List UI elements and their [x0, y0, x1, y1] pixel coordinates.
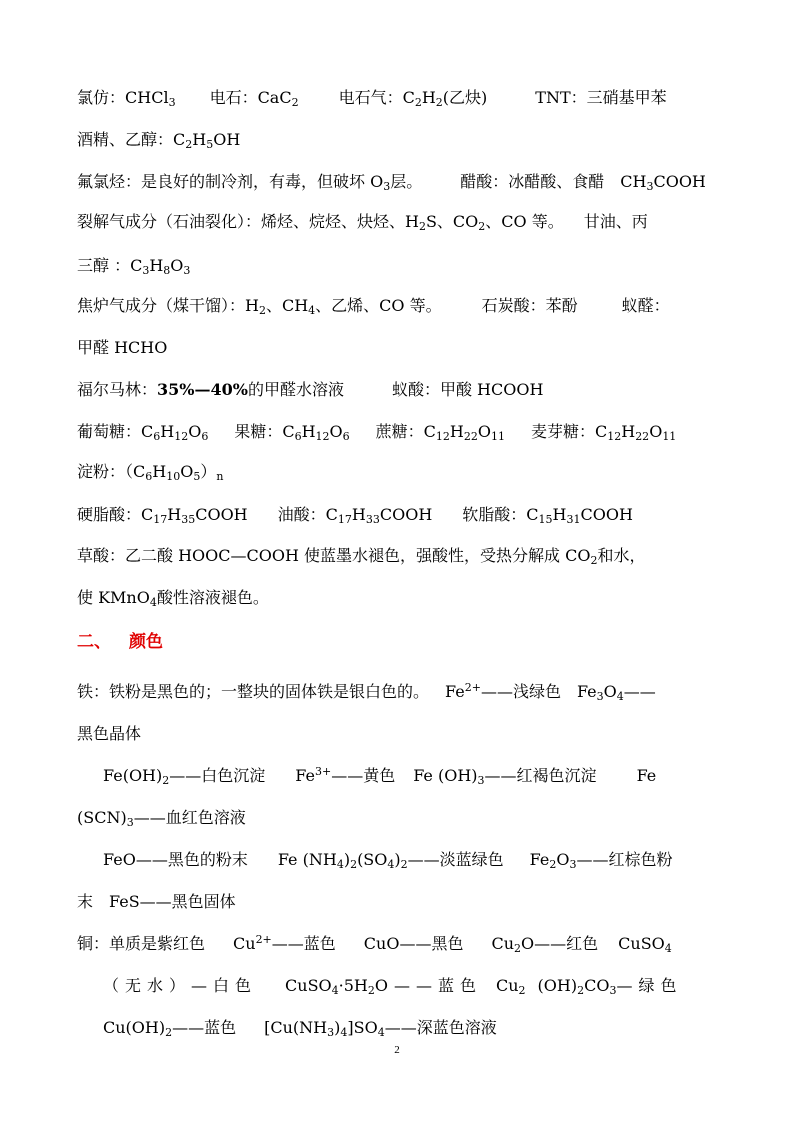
text: O — [649, 422, 663, 441]
text: (SCN) — [77, 808, 127, 827]
text: KMnO — [98, 588, 150, 607]
subscript: 2 — [162, 774, 170, 787]
subscript: 3 — [609, 984, 617, 997]
text: 蚁酸：甲酸 HCOOH — [391, 380, 544, 399]
subscript: 4 — [616, 690, 624, 703]
text: 油酸：C — [277, 505, 338, 524]
text: 蔗糖：C — [375, 422, 436, 441]
text: COOH — [379, 505, 433, 524]
subscript: n — [216, 470, 224, 483]
subscript: 10 — [166, 470, 181, 483]
text: COOH — [195, 505, 248, 524]
text: 层。 — [390, 172, 423, 191]
text: H — [149, 256, 164, 275]
text: ——白色沉淀 — [169, 766, 266, 785]
subscript: 22 — [635, 430, 650, 443]
subscript: 12 — [315, 430, 330, 443]
text: 氟氯烃：是良好的制冷剂，有毒，但破坏 O — [77, 172, 384, 191]
subscript: 31 — [566, 513, 581, 526]
text: O — [329, 422, 343, 441]
subscript: 3 — [168, 96, 176, 109]
text: O — [603, 682, 617, 701]
subscript: 3 — [646, 180, 654, 193]
text: 福尔马林： — [77, 380, 158, 399]
text: ) — [394, 850, 401, 869]
subscript: 4 — [308, 304, 316, 317]
subscript: 6 — [201, 430, 209, 443]
subscript: 4 — [387, 858, 395, 871]
line-copper-sulfate — [103, 976, 783, 996]
line-starch — [77, 462, 757, 482]
text: Cu — [491, 934, 515, 953]
subscript: 3 — [596, 690, 604, 703]
subscript: 2 — [350, 858, 358, 871]
subscript: 11 — [662, 430, 677, 443]
text: 、CH — [265, 296, 309, 315]
text: ——黄色 — [331, 766, 396, 785]
superscript: 2+ — [255, 933, 272, 946]
text: 酸性溶液褪色。 — [156, 588, 269, 607]
subscript: 2 — [165, 1026, 173, 1039]
subscript: 2 — [518, 984, 526, 997]
subscript: 3 — [327, 1026, 335, 1039]
text: 黑色晶体 — [77, 724, 142, 743]
text: ——红棕色粉 — [576, 850, 673, 869]
text: 麦芽糖：C — [530, 422, 608, 441]
text: Cu(OH) — [103, 1018, 166, 1037]
text: —绿色 — [616, 976, 683, 995]
line-copper — [77, 934, 757, 954]
text: O——红色 — [521, 934, 599, 953]
text: FeO——黑色的粉末 — [103, 850, 248, 869]
text: Fe (NH — [277, 850, 337, 869]
line-cracking-gas — [77, 212, 757, 232]
text: [Cu(NH — [264, 1018, 328, 1037]
text: H — [160, 422, 175, 441]
text: (乙炔) — [442, 88, 488, 107]
subscript: 12 — [607, 430, 622, 443]
text: H — [301, 422, 316, 441]
subscript: 4 — [336, 858, 344, 871]
subscript: 17 — [337, 513, 352, 526]
line-ethanol — [77, 130, 757, 150]
text: CO — [584, 976, 610, 995]
text: —— — [623, 682, 656, 701]
line-black-crystal — [77, 724, 757, 744]
text: H — [167, 505, 182, 524]
text: 使 — [77, 588, 99, 607]
subscript: 5 — [206, 138, 214, 151]
subscript: 4 — [149, 596, 157, 609]
subscript: 2 — [478, 220, 486, 233]
text: S、CO — [425, 212, 479, 231]
text: 软脂酸：C — [462, 505, 539, 524]
subscript: 2 — [400, 858, 408, 871]
text: H — [351, 505, 366, 524]
text: OH — [213, 130, 241, 149]
subscript: 2 — [367, 984, 375, 997]
subscript: 4 — [331, 984, 339, 997]
subscript: 2 — [577, 984, 585, 997]
subscript: 6 — [294, 430, 302, 443]
text: COOH — [653, 172, 706, 191]
text: Fe — [445, 682, 465, 701]
line-iron — [77, 682, 757, 702]
line-fatty-acids — [77, 505, 757, 525]
page-number: 2 — [394, 1044, 400, 1056]
subscript: 3 — [183, 264, 191, 277]
text: 裂解气成分（石油裂化）：烯烃、烷烃、炔烃、H — [77, 212, 419, 231]
text: FeS——黑色固体 — [109, 892, 236, 911]
text: 甲醛 HCHO — [77, 338, 168, 357]
text: CH — [620, 172, 647, 191]
text: (OH) — [537, 976, 578, 995]
text: Fe (OH) — [413, 766, 478, 785]
text: 三醇 ：C — [77, 256, 143, 275]
text: 、乙烯、CO 等。 — [315, 296, 442, 315]
subscript: 17 — [153, 513, 168, 526]
subscript: 6 — [145, 470, 153, 483]
text: Fe — [529, 850, 550, 869]
text: ——血红色溶液 — [133, 808, 246, 827]
text: 甘油、丙 — [583, 212, 648, 231]
text: O — [170, 256, 184, 275]
subscript: 4 — [377, 1026, 385, 1039]
subscript: 2 — [291, 96, 299, 109]
text: 酒精、乙醇：C — [77, 130, 186, 149]
text: Fe — [295, 766, 315, 785]
subscript: 4 — [340, 1026, 348, 1039]
subscript: 2 — [435, 96, 443, 109]
subscript: 12 — [174, 430, 189, 443]
text: 的甲醛水溶液 — [247, 380, 344, 399]
text: ·5H — [338, 976, 368, 995]
subscript: 8 — [163, 264, 171, 277]
line-thiocyanate — [77, 808, 757, 828]
text: Fe — [636, 766, 657, 785]
subscript: 3 — [477, 774, 485, 787]
text: O — [180, 462, 194, 481]
line-chloroform — [77, 88, 757, 108]
text: 蚁醛： — [621, 296, 670, 315]
line-oxalic-acid — [77, 546, 757, 566]
text: H — [192, 130, 207, 149]
subscript: 2 — [418, 220, 426, 233]
text: 草酸：乙二酸 HOOC—COOH 使蓝墨水褪色，强酸性，受热分解成 CO — [77, 546, 591, 565]
line-fes — [77, 892, 757, 912]
text: （无水）—白色 — [103, 976, 258, 995]
text: ） — [200, 462, 217, 481]
line-freon — [77, 172, 757, 192]
subscript: 3 — [126, 816, 134, 829]
text: 铜：单质是紫红色 — [77, 934, 206, 953]
subscript: 5 — [193, 470, 201, 483]
text: ——深蓝色溶液 — [384, 1018, 497, 1037]
subscript: 2 — [185, 138, 193, 151]
line-sugars — [77, 422, 757, 442]
text: 电石气：C — [338, 88, 415, 107]
text: H — [621, 422, 636, 441]
subscript: 33 — [365, 513, 380, 526]
text: O — [477, 422, 491, 441]
text: H — [421, 88, 436, 107]
text: 果糖：C — [234, 422, 295, 441]
subscript: 3 — [569, 858, 577, 871]
line-iron-oxides — [103, 850, 783, 870]
text: ——蓝色 — [271, 934, 336, 953]
text: ——淡蓝绿色 — [407, 850, 504, 869]
text: 醋酸：冰醋酸、食醋 — [460, 172, 605, 191]
text: 铁：铁粉是黑色的；一整块的固体铁是银白色的。 — [77, 682, 430, 701]
text: ——红褐色沉淀 — [484, 766, 597, 785]
text: ) — [343, 850, 351, 869]
subscript: 4 — [664, 942, 672, 955]
text: 葡萄糖：C — [77, 422, 154, 441]
line-formalin — [77, 380, 757, 400]
superscript: 2+ — [464, 681, 481, 694]
subscript: 2 — [258, 304, 266, 317]
text: CuO——黑色 — [363, 934, 464, 953]
subscript: 11 — [490, 430, 505, 443]
text: Fe(OH) — [103, 766, 163, 785]
line-coke-gas — [77, 296, 757, 316]
text: COOH — [580, 505, 633, 524]
subscript: 12 — [435, 430, 450, 443]
line-formaldehyde — [77, 338, 757, 358]
line-copper-hydroxide — [103, 1018, 783, 1038]
subscript: 35 — [181, 513, 196, 526]
text: ——浅绿色 — [480, 682, 561, 701]
subscript: 2 — [514, 942, 522, 955]
text: CuSO — [618, 934, 665, 953]
subscript: 15 — [538, 513, 553, 526]
text: Fe — [576, 682, 597, 701]
text: 、CO 等。 — [485, 212, 564, 231]
subscript: 6 — [153, 430, 161, 443]
section-number: 二、 — [77, 632, 111, 652]
text: 淀粉：（C — [77, 462, 146, 481]
text: O — [188, 422, 202, 441]
text: 35%—40% — [157, 380, 248, 399]
text: Cu — [233, 934, 256, 953]
line-glycerol — [77, 256, 757, 276]
text: 硬脂酸：C — [77, 505, 154, 524]
text: 氯仿：CHCl — [77, 88, 169, 107]
text: 焦炉气成分（煤干馏）：H — [77, 296, 259, 315]
text: H — [449, 422, 464, 441]
text: TNT：三硝基甲苯 — [535, 88, 667, 107]
text: ——蓝色 — [172, 1018, 237, 1037]
text: O——蓝色 — [374, 976, 482, 995]
subscript: 3 — [142, 264, 150, 277]
subscript: 6 — [342, 430, 350, 443]
subscript: 22 — [463, 430, 478, 443]
section-heading-colors — [77, 632, 757, 652]
text: CuSO — [285, 976, 332, 995]
text: H — [152, 462, 167, 481]
section-title: 颜色 — [129, 632, 163, 652]
text: ]SO — [347, 1018, 378, 1037]
line-kmno4 — [77, 588, 757, 608]
superscript: 3+ — [314, 765, 332, 778]
text: 电石：CaC — [209, 88, 292, 107]
text: 末 — [77, 892, 94, 911]
text: 石炭酸：苯酚 — [481, 296, 578, 315]
text: Cu — [495, 976, 519, 995]
subscript: 2 — [549, 858, 557, 871]
subscript: 2 — [590, 554, 598, 567]
text: H — [552, 505, 567, 524]
text: ) — [334, 1018, 341, 1037]
line-iron-hydroxides — [103, 766, 783, 786]
subscript: 3 — [383, 180, 391, 193]
text: O — [556, 850, 570, 869]
text: 和水， — [597, 546, 646, 565]
subscript: 2 — [414, 96, 422, 109]
text: (SO — [357, 850, 388, 869]
